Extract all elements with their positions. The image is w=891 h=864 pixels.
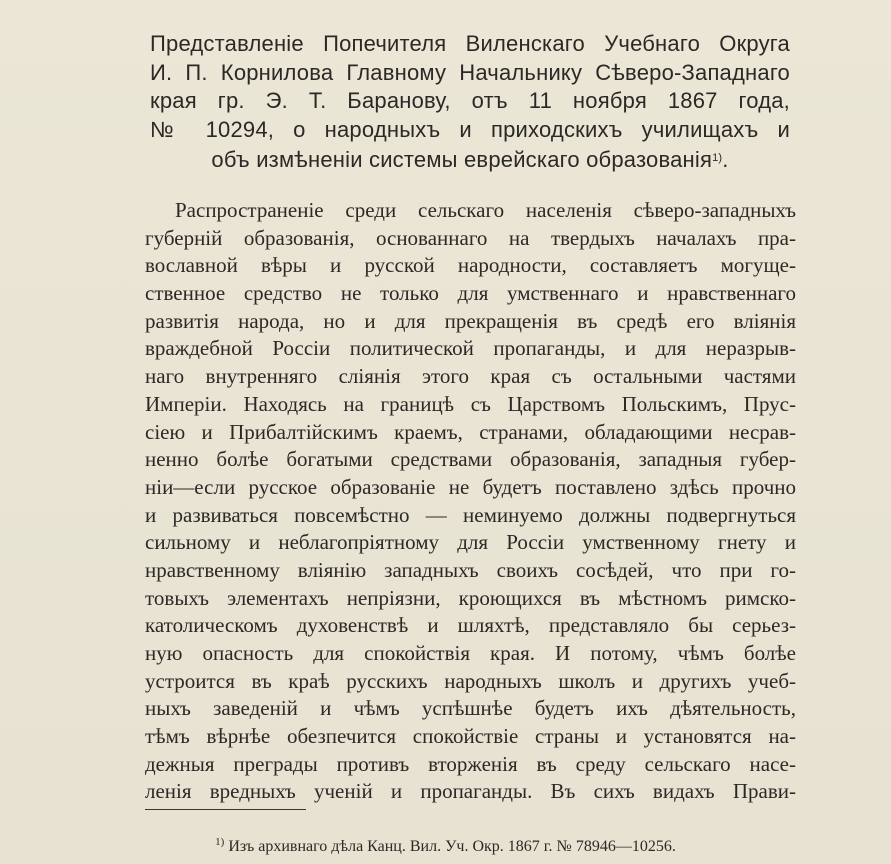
title-line: объ измѣненіи системы еврейскаго образованія$^{1)}$. [211,147,729,172]
body-line: губерній образованія, основаннаго на твердыхъ началахъ пра- [145,225,796,250]
body-line: ніи—если русское образованіе не будетъ поставлено здѣсь прочно [145,474,796,499]
body-line: товыхъ элементахъ непріязни, кроющихся въ мѣстномъ римско- [145,585,796,610]
body-line: ную опасность для спокойствія края. И потому, чѣмъ болѣе [145,641,796,665]
footnote-mark: 1) [215,836,225,848]
document-title [150,30,790,173]
footnote-divider [145,809,306,810]
body-line: сіею и Прибалтійскимъ краемъ, странами, обладающими несрав- [145,419,796,444]
body-line: сильному и неблагопріятному для Россіи умственному гнету и [145,530,796,555]
body-line: вославной вѣры и русской народности, составляетъ могуще- [145,253,796,278]
body-line: ленія вредныхъ ученій и пропаганды. Въ сихъ видахъ Прави- [145,779,796,804]
title-line: № 10294, о народныхъ и приходскихъ училищахъ и [150,116,790,142]
body-line: тѣмъ вѣрнѣе обезпечится спокойствіе страны и установятся на- [145,724,796,749]
body-line: ныхъ заведеній и чѣмъ успѣшнѣе будетъ ихъ дѣятельность, [145,696,796,721]
body-line: католическомъ духовенствѣ и шляхтѣ, представляло бы серьез- [145,613,796,638]
title-line: И. П. Корнилова Главному Начальнику Сѣверо-Западнаго [150,59,790,85]
footnote [0,831,891,858]
body-line: и развиваться повсемѣстно — неминуемо должны подвергнуться [145,502,796,527]
footnote-text: Изъ архивнаго дѣла Канц. Вил. Уч. Окр. 1867 г. № 78946—10256. [224,838,676,855]
body-line: нравственному вліянію западныхъ своихъ сосѣдей, что при го- [145,557,796,582]
body-line: устроится въ краѣ русскихъ народныхъ школъ и другихъ учеб- [145,668,796,693]
body-line: наго внутренняго сліянія этого края съ остальными частями [145,364,796,389]
title-line: Представленіе Попечителя Виленскаго Учебнаго Округа [150,31,790,56]
body-line: враждебной Россіи политической пропаганды, и для неразрыв- [145,336,796,361]
body-line: дежныя преграды противъ вторженія въ среду сельскаго насе- [145,751,796,776]
body-line: Имперіи. Находясь на границѣ съ Царствомъ Польскимъ, Прус- [145,391,796,416]
body-line: ственное средство не только для умственнаго и нравственнаго [145,281,796,306]
title-line-text: объ измѣненіи системы еврейскаго образованія [211,147,713,172]
body-line: Распространеніе среди сельскаго населенія сѣверо-западныхъ [175,198,796,222]
body-line: ненно болѣе богатыми средствами образованія, западныя губер- [145,447,796,472]
body-line: развитія народа, но и для прекращенія въ средѣ его вліянія [145,308,796,333]
body-paragraph [145,197,796,806]
title-line: края гр. Э. Т. Баранову, отъ 11 ноября 1867 года, [150,88,790,113]
footnote-reference: 1) [712,152,723,164]
